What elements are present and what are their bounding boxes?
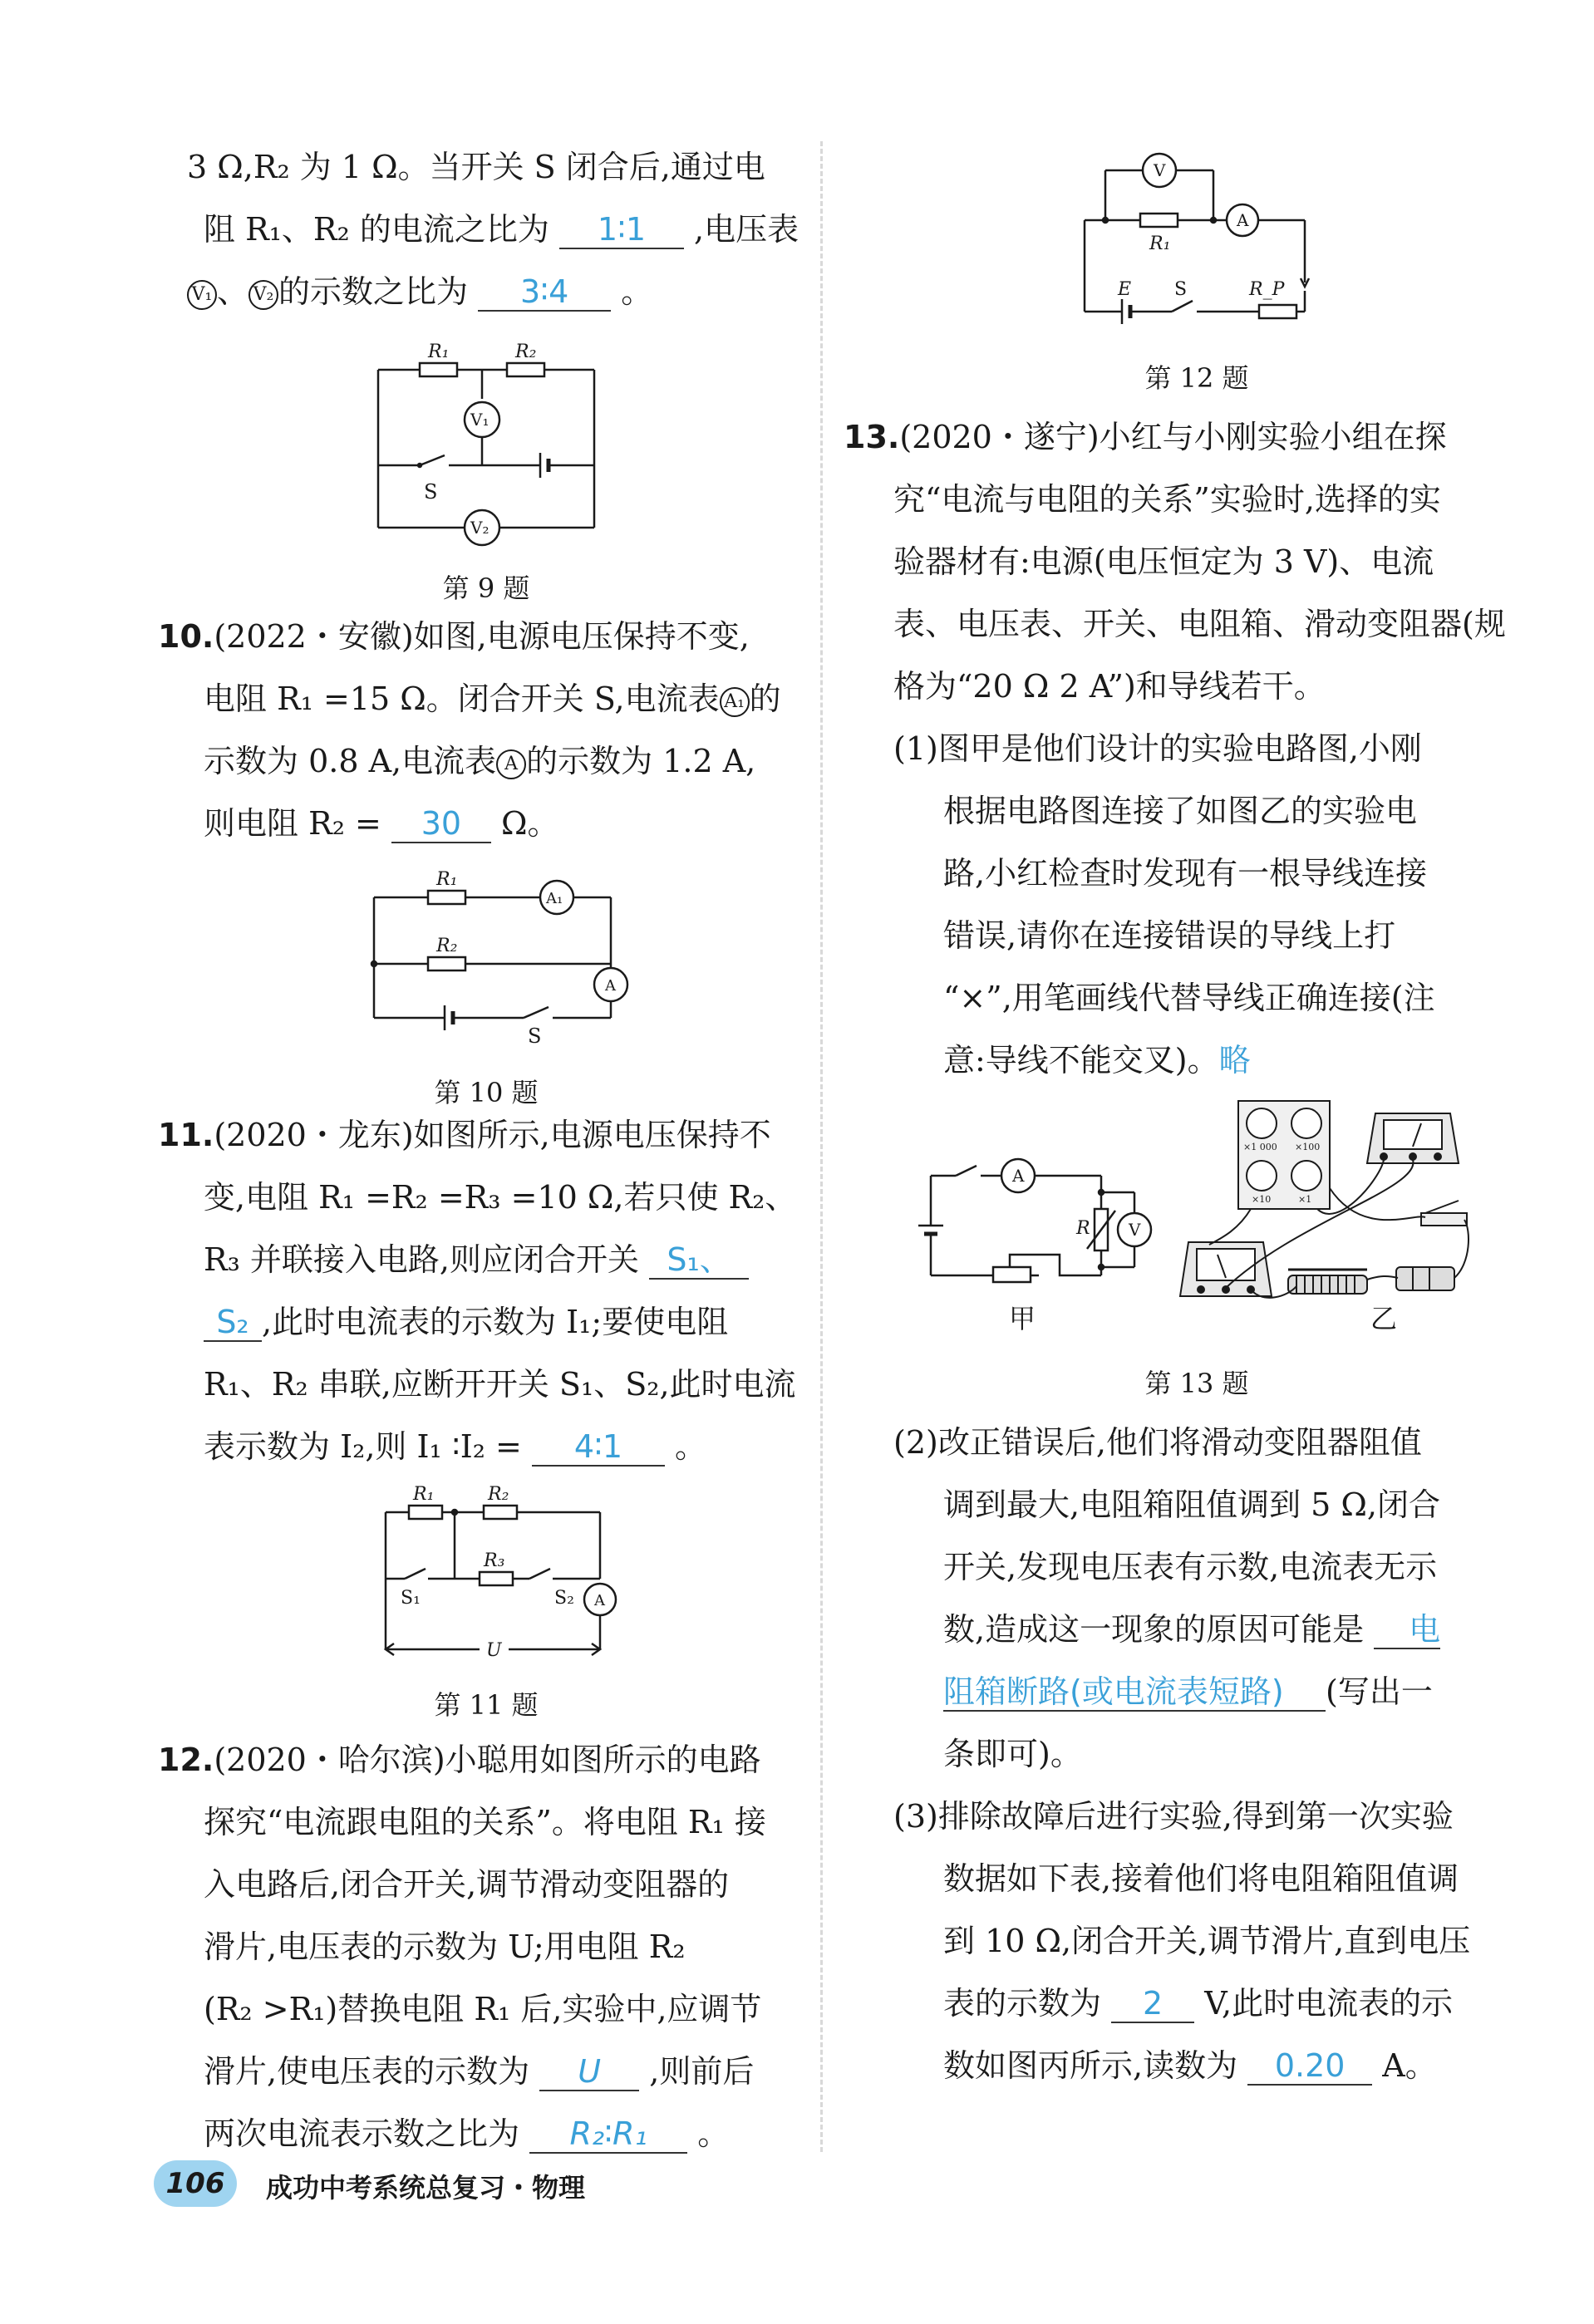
q13-p2-line5-post: (写出一: [1326, 1673, 1433, 1710]
q13-p2-line5: [943, 1670, 1433, 1713]
q10-caption: 第 10 题: [434, 1077, 539, 1108]
q12-line7-post: 。: [697, 2115, 730, 2152]
q12-line4: 滑片,电压表的示数为 U;用电阻 R₂: [204, 1928, 686, 1965]
q11-line1-text: (2020・龙东)如图所示,电源电压保持不: [214, 1117, 771, 1153]
q12-switch: [1172, 301, 1193, 312]
q11-answer-switches-a[interactable]: S₁、: [649, 1241, 749, 1280]
column-divider: [820, 141, 823, 2152]
q13-p1-line5: “×”,用笔画线代替导线正确连接(注: [943, 980, 1435, 1016]
q11-r1-resistor: [409, 1506, 442, 1519]
q13-label-a: A: [1012, 1166, 1025, 1186]
q11-s1-switch: [405, 1569, 426, 1579]
q9-line2: [204, 208, 799, 251]
q11-line6-post: 。: [675, 1428, 707, 1465]
q13-switch-device: [1421, 1213, 1467, 1226]
q13-line4: 表、电压表、开关、电阻箱、滑动变阻器(规: [893, 606, 1506, 642]
q10-answer-r2[interactable]: 30: [391, 805, 491, 843]
q9-line2-post: ,电压表: [694, 211, 799, 248]
q11-answer-switches-b[interactable]: S₂: [204, 1304, 262, 1342]
v1-symbol: V₁: [187, 280, 217, 310]
book-title: 成功中考系统总复习・物理: [266, 2172, 586, 2204]
q9-r1-resistor: [420, 363, 457, 376]
q13-battery-device: [1396, 1267, 1454, 1290]
q12-label-e: E: [1118, 279, 1132, 300]
q13-label-r: R: [1076, 1218, 1090, 1239]
q11-label-s1: S₁: [401, 1588, 421, 1609]
q11-label-r3: R₃: [484, 1550, 505, 1571]
q10-r1-resistor: [428, 891, 465, 904]
q12-label-a: A: [1237, 210, 1249, 230]
q13-fig-jia-label: 甲: [1008, 1303, 1036, 1334]
q13-p1-line6: [943, 1039, 1251, 1082]
q13-p2-line4-text: 数,造成这一现象的原因可能是: [943, 1611, 1365, 1648]
q12-answer-voltage[interactable]: U: [539, 2053, 639, 2091]
q13-fig-jia-circuit: [922, 1151, 1172, 1325]
q13-p1-answer[interactable]: 略: [1218, 1042, 1251, 1078]
q10-number: 10.: [158, 618, 214, 655]
q9-line1: 3 Ω,R₂ 为 1 Ω。当开关 S 闭合后,通过电: [187, 149, 765, 185]
q11-line3-text: R₃ 并联接入电路,则应闭合开关: [204, 1241, 640, 1278]
q10-line2-post: 的: [749, 680, 781, 717]
q12-label-v: V: [1154, 160, 1166, 180]
q12-line5: (R₂ >R₁)替换电阻 R₁ 后,实验中,应调节: [204, 1991, 762, 2027]
q12-line7: [204, 2112, 729, 2155]
q13-p2-line6: 条即可)。: [943, 1736, 1082, 1772]
q12-label-r1: R₁: [1149, 233, 1171, 254]
q13-p2-line2: 调到最大,电阻箱阻值调到 5 Ω,闭合: [943, 1486, 1441, 1523]
q11-line4: [204, 1300, 728, 1344]
q11-r2-resistor: [484, 1506, 517, 1519]
q13-p1-line3: 路,小红检查时发现有一根导线连接: [943, 855, 1428, 892]
q12-line1-text: (2020・哈尔滨)小聪用如图所示的电路: [214, 1742, 761, 1778]
q13-p1-line4: 错误,请你在连接错误的导线上打: [943, 917, 1396, 954]
q11-caption: 第 11 题: [434, 1689, 539, 1721]
q13-label-x10: ×10: [1252, 1194, 1272, 1205]
q9-label-v2: V₂: [470, 518, 490, 538]
a-symbol: A: [496, 749, 526, 779]
q9-r2-resistor: [507, 363, 544, 376]
q12-line6: [204, 2050, 754, 2093]
q13-p3-line5: [943, 2044, 1437, 2087]
q9-label-r1: R₁: [428, 341, 450, 362]
q13-p1-line1: (1)图甲是他们设计的实验电路图,小刚: [893, 730, 1422, 767]
q12-label-rp: R_P: [1249, 279, 1285, 300]
q13-p3-line4-post: V,此时电流表的示: [1204, 1985, 1454, 2022]
q13-fig-yi-apparatus: [1172, 1097, 1488, 1321]
q13-p3-line4: [943, 1982, 1453, 2025]
q12-line7-text: 两次电流表示数之比为: [204, 2115, 520, 2152]
q10-line4: [204, 802, 559, 845]
q9-caption: 第 9 题: [442, 572, 530, 604]
q9-line3-text: 的示数之比为: [278, 273, 469, 310]
q10-label-a: A: [605, 977, 616, 995]
q12-label-s: S: [1174, 279, 1188, 300]
q11-circuit-diagram: [376, 1483, 617, 1666]
q13-line1-text: (2020・遂宁)小红与小刚实验小组在探: [899, 419, 1447, 455]
q9-label-r2: R₂: [515, 341, 537, 362]
q13-p3-line1: (3)排除故障后进行实验,得到第一次实验: [893, 1798, 1454, 1835]
q10-line3-post: 的示数为 1.2 A,: [526, 743, 756, 779]
q13-switch: [956, 1166, 977, 1176]
q10-line2-text: 电阻 R₁ =15 Ω。闭合开关 S,电流表: [204, 680, 720, 717]
q11-s2-switch: [529, 1569, 550, 1579]
q11-line3: [204, 1238, 749, 1281]
q10-label-s: S: [528, 1024, 542, 1048]
q13-fig-yi-label: 乙: [1370, 1303, 1397, 1334]
q13-p3-line3: 到 10 Ω,闭合开关,调节滑片,直到电压: [943, 1923, 1471, 1959]
q13-p3-answer-current[interactable]: 0.20: [1247, 2047, 1372, 2086]
q10-line4-post: Ω。: [501, 805, 559, 842]
q13-p2-line1: (2)改正错误后,他们将滑动变阻器阻值: [893, 1424, 1422, 1461]
q11-line2: 变,电阻 R₁ =R₂ =R₃ =10 Ω,若只使 R₂、: [204, 1179, 797, 1216]
q13-line2: 究“电流与电阻的关系”实验时,选择的实: [893, 481, 1441, 518]
q10-r2-resistor: [428, 957, 465, 970]
q11-number: 11.: [158, 1117, 214, 1153]
q13-p3-line5-text: 数如图丙所示,读数为: [943, 2047, 1238, 2084]
q10-line3-text: 示数为 0.8 A,电流表: [204, 743, 497, 779]
q12-line6-post: ,则前后: [649, 2053, 755, 2090]
q11-label-s2: S₂: [554, 1588, 574, 1609]
q13-label-v: V: [1129, 1220, 1141, 1240]
q9-label-s: S: [424, 480, 438, 504]
q11-label-a: A: [594, 1592, 605, 1609]
q12-r1-resistor: [1140, 214, 1178, 227]
q10-label-r1: R₁: [436, 869, 458, 890]
q12-line2: 探究“电流跟电阻的关系”。将电阻 R₁ 接: [204, 1804, 766, 1840]
page-number: 106: [154, 2160, 237, 2207]
q12-answer-current-ratio[interactable]: R₂∶R₁: [529, 2115, 687, 2154]
q13-caption: 第 13 题: [1144, 1368, 1249, 1399]
q11-line6: [204, 1425, 706, 1468]
q9-line3: [187, 270, 652, 313]
q13-p2-answer-a[interactable]: 电: [1374, 1611, 1440, 1649]
q9-answer-voltage-ratio[interactable]: 3∶4: [478, 273, 611, 312]
q13-p2-answer-b[interactable]: 阻箱断路(或电流表短路): [943, 1673, 1326, 1712]
q13-p1-line2: 根据电路图连接了如图乙的实验电: [943, 793, 1418, 829]
q12-rheostat: [1259, 305, 1296, 318]
q11-label-u: U: [486, 1640, 502, 1661]
q13-line3: 验器材有:电源(电压恒定为 3 V)、电流: [893, 543, 1434, 580]
q12-caption: 第 12 题: [1144, 362, 1249, 394]
q10-label-r2: R₂: [436, 936, 458, 956]
q13-p2-line3: 开关,发现电压表有示数,电流表无示: [943, 1549, 1438, 1585]
q13-p3-line5-post: A。: [1382, 2047, 1437, 2084]
q13-p3-line2: 数据如下表,接着他们将电阻箱阻值调: [943, 1860, 1459, 1897]
q11-label-r1: R₁: [413, 1484, 435, 1505]
q11-r3-resistor: [480, 1572, 513, 1585]
v2-symbol: V₂: [248, 280, 278, 310]
a1-symbol: A₁: [720, 687, 750, 717]
q11-line6-text: 表示数为 I₂,则 I₁ ∶I₂ =: [204, 1428, 522, 1465]
q13-label-x100: ×100: [1295, 1142, 1321, 1152]
q13-p3-answer-voltage[interactable]: 2: [1111, 1985, 1194, 2023]
q9-answer-current-ratio[interactable]: 1∶1: [559, 211, 684, 249]
q12-circuit-diagram: [1076, 141, 1317, 328]
q13-rheostat: [993, 1267, 1031, 1282]
q13-p1-line6-text: 意:导线不能交叉)。: [943, 1042, 1219, 1078]
q9-sep: 、: [217, 273, 249, 310]
q10-label-a1: A₁: [546, 890, 563, 907]
q10-line2: [204, 677, 781, 720]
q13-p3-line4-text: 表的示数为: [943, 1985, 1102, 2022]
q9-line2-text: 阻 R₁、R₂ 的电流之比为: [204, 211, 549, 248]
q12-number: 12.: [158, 1742, 214, 1778]
q13-p2-line4: [943, 1608, 1440, 1651]
q10-circuit-diagram: [366, 864, 632, 1051]
q13-line5: 格为“20 Ω 2 A”)和导线若干。: [893, 668, 1326, 705]
q12-line1: [158, 1738, 761, 1781]
q9-circuit-diagram: [370, 341, 603, 548]
q13-number: 13.: [844, 419, 900, 455]
q13-label-x1: ×1: [1298, 1194, 1312, 1205]
q10-line3: [204, 739, 755, 783]
q11-line1: [158, 1113, 771, 1157]
q12-line3: 入电路后,闭合开关,调节滑动变阻器的: [204, 1866, 730, 1903]
q9-line3-post: 。: [621, 273, 653, 310]
q10-line1: [158, 615, 750, 658]
q10-line1-text: (2022・安徽)如图,电源电压保持不变,: [214, 618, 750, 655]
q12-line6-text: 滑片,使电压表的示数为: [204, 2053, 530, 2090]
q11-line4-text: ,此时电流表的示数为 I₁;要使电阻: [262, 1304, 729, 1340]
q10-line4-text: 则电阻 R₂ =: [204, 805, 381, 842]
q11-label-r2: R₂: [488, 1484, 509, 1505]
q11-line5: R₁、R₂ 串联,应断开开关 S₁、S₂,此时电流: [204, 1366, 796, 1403]
q11-answer-current-ratio[interactable]: 4∶1: [532, 1428, 665, 1467]
q9-label-v1: V₁: [470, 410, 490, 430]
q13-label-x1000: ×1 000: [1243, 1142, 1277, 1152]
q13-line1: [844, 415, 1447, 459]
